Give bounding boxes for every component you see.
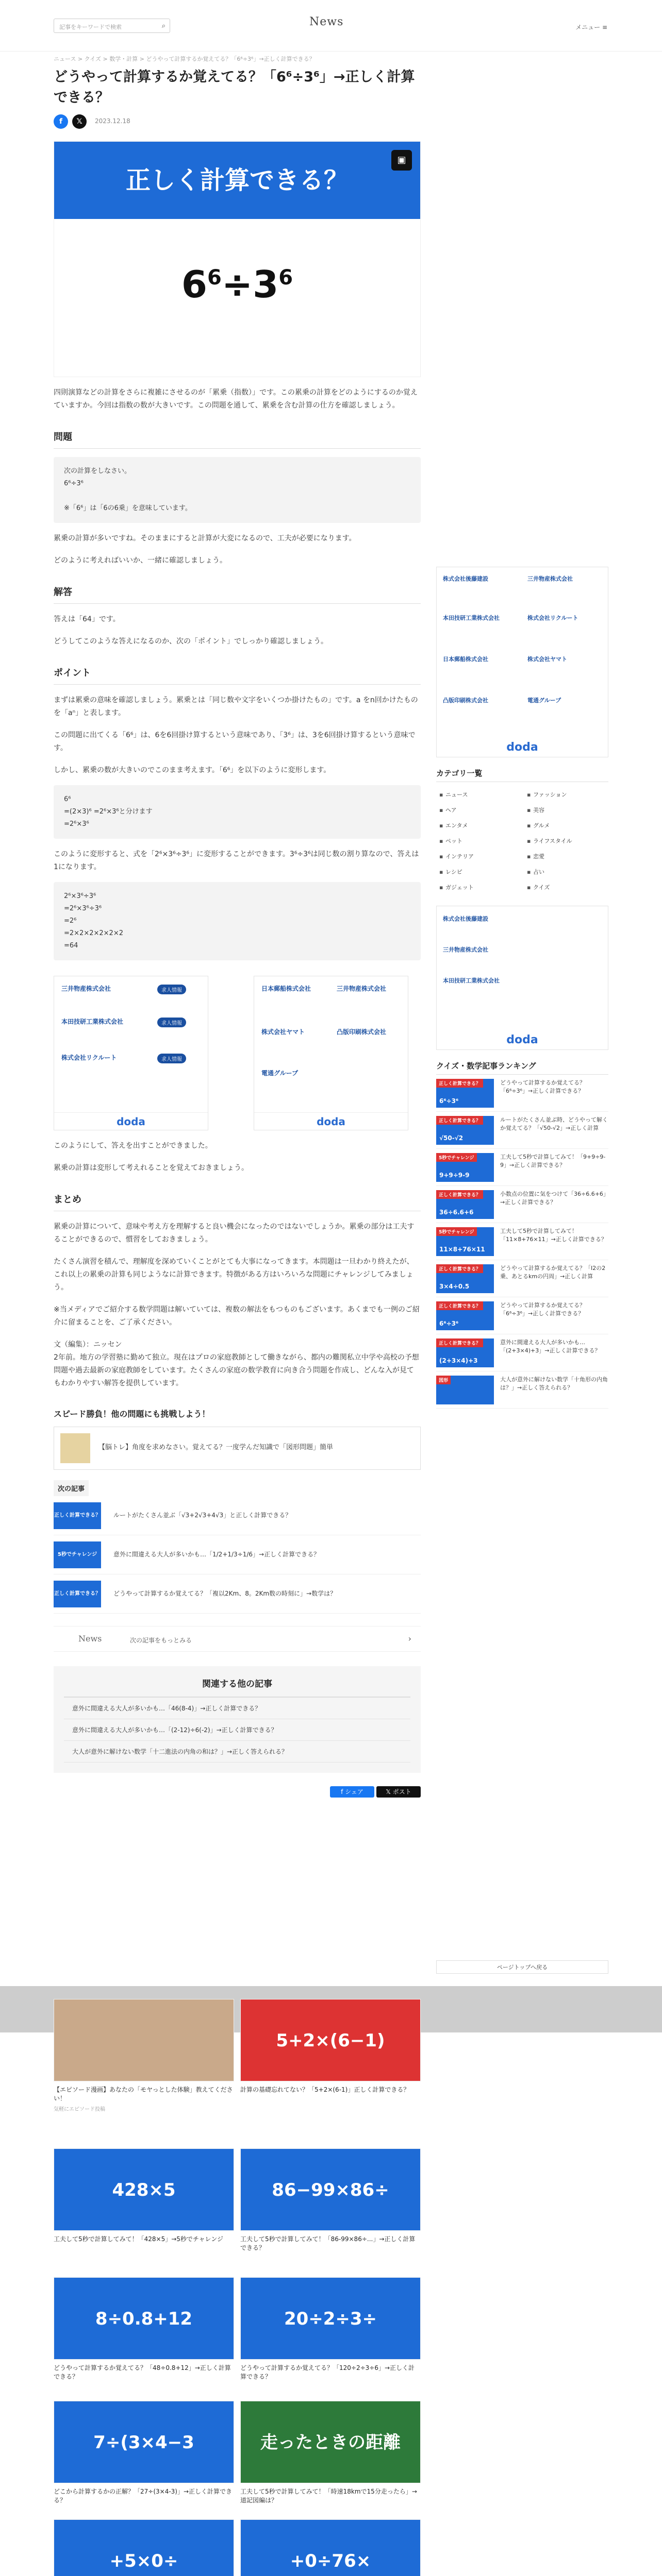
feed-thumbnail: 428×5 [54, 2148, 234, 2231]
category-icon: ▪ [527, 822, 531, 829]
ranking-item[interactable] [436, 1260, 608, 1297]
ranking-title: どうやって計算するか覚えてる？「6⁶÷3⁶」→正しく計算できる？ [500, 1079, 585, 1094]
related-heading: 関連する他の記事 [64, 1676, 410, 1698]
problem-heading: 問題 [54, 430, 421, 449]
feed-caption: 工夫して5秒で計算してみて！「86-99×86÷...」→正しく計算できる？ [240, 2235, 416, 2251]
article [54, 52, 421, 1798]
menu-button[interactable]: メニュー ≡ [575, 24, 607, 31]
ranking-item[interactable] [436, 1112, 608, 1149]
answer-text: 答えは「64」です。 [54, 615, 120, 623]
gallery-icon[interactable]: ▣ [391, 150, 412, 171]
category-icon: ▪ [439, 791, 443, 798]
list-item[interactable]: 意外に間違える大人が多いかも…「46(8-4)」→正しく計算できる？ [64, 1698, 410, 1719]
job-ad[interactable]: 日本郵船株式会社 三井物産株式会社 株式会社ヤマト 凸版印刷株式会社 電通グループ doda [254, 976, 408, 1130]
paragraph: 累乗の計算について、意味や考え方を理解すると良い機会になったのではないでしょうか。累乗の部分は工夫することができるので、慣習をしておきましょう。 [54, 1223, 415, 1244]
summary-heading: まとめ [54, 1192, 421, 1211]
spot-title: スピード勝負！他の問題にも挑戦しよう！ [54, 1409, 210, 1419]
feed-thumbnail: +0÷76× [240, 2519, 421, 2576]
paragraph: しかし、累乗の数が大きいのでこのまま考えます。「6⁶」を以下のように変形します。 [54, 766, 331, 774]
sidebar-job-ad[interactable]: 株式会社後藤建設 三井物産株式会社 本田技研工業株式会社 doda [436, 906, 608, 1050]
category-icon: ▪ [527, 869, 531, 875]
category-item[interactable]: ▪ ライフスタイル [527, 838, 572, 844]
site-logo[interactable]: News [309, 15, 344, 28]
spot-item[interactable]: 【脳トレ】角度を求めなさい。覚えてる？一度学んだ知識で「図形問題」簡単 [54, 1427, 421, 1470]
ranking-title: ルートがたくさん並ぶ時、どうやって解くか覚えてる？「√50-√2」→正しく計算 [500, 1116, 608, 1131]
feed-thumbnail: 86−99×86÷ [240, 2148, 421, 2231]
ranking-title: どうやって計算するか覚えてる？「6⁶÷3⁶」→正しく計算できる？ [500, 1302, 585, 1317]
ranking-title: 小数点の位置に気をつけて「36÷6.6+6」→正しく計算できる？ [500, 1191, 606, 1206]
category-icon: ▪ [527, 791, 531, 798]
feed-thumbnail: 5+2×(6−1) [240, 1999, 421, 2081]
list-item[interactable]: 意外に間違える大人が多いかも…「(2-12)÷6(-2)」→正しく計算できる？ [64, 1719, 410, 1741]
ranking-thumbnail: 正しく計算できる？ 36÷6.6+6 [436, 1190, 494, 1219]
ranking-title: 意外に間違える大人が多いかも…「(2+3×4)+3」→正しく計算できる？ [500, 1339, 601, 1354]
ranking-thumbnail: 正しく計算できる？ 6⁶÷3⁶ [436, 1079, 494, 1108]
ranking-thumbnail: 5秒でチャレンジ 11×8+76×11 [436, 1227, 494, 1256]
category-icon: ▪ [527, 838, 531, 844]
paragraph: どのように考えればいいか、一緒に確認しましょう。 [54, 556, 227, 565]
list-item[interactable]: 正しく計算できる？ どうやって計算するか覚えてる？「複以2Km、8。2Km数の時刻に」→数学は？ [54, 1574, 421, 1614]
ranking-title: どうやって計算するか覚えてる？「Ⅰ2の2乗、あとるkmの円周」→正しく計算 [500, 1265, 606, 1280]
hero-equation: $6^6\div 3^6$ [181, 263, 293, 306]
sidebar [436, 52, 608, 1409]
site-header [0, 0, 662, 52]
ranking-item[interactable] [436, 1149, 608, 1186]
paragraph: このようにして、答えを出すことができました。 [54, 1142, 212, 1150]
feed-caption: 工夫して5秒で計算してみて！「時速18kmで15分走ったら」→道記図編は？ [240, 2488, 417, 2504]
ranking-thumbnail: 図形 [436, 1376, 494, 1404]
category-item[interactable]: ▪ グルメ [527, 822, 550, 829]
category-icon: ▪ [527, 807, 531, 814]
search-icon[interactable]: ⌕ [161, 22, 166, 30]
category-item[interactable]: ▪ ファッション [527, 791, 567, 798]
feed-caption: どこから計算するかの正解？「27÷(3×4-3)」→正しく計算できる？ [54, 2488, 233, 2504]
ranking-thumbnail: 5秒でチャレンジ 9+9÷9-9 [436, 1153, 494, 1182]
category-icon: ▪ [439, 822, 443, 829]
feed-caption: どうやって計算するか覚えてる？「48÷0.8+12」→正しく計算できる？ [54, 2364, 231, 2380]
menu-label: メニュー [575, 24, 601, 31]
category-item[interactable]: ▪ ペット [439, 838, 462, 844]
ranking-heading: クイズ・数学記事ランキング [436, 1060, 608, 1075]
ranking-title: 大人が意外に解けない数学「十角形の内角は？」→正しく答えられる？ [500, 1376, 608, 1391]
ranking-thumbnail: 正しく計算できる？ 6⁶÷3⁶ [436, 1301, 494, 1330]
category-list [436, 787, 608, 895]
category-item[interactable]: ▪ レシピ [439, 869, 462, 875]
category-item[interactable]: ▪ 占い [527, 869, 544, 875]
problem-box: 次の計算をしなさい。 6⁶÷3⁶ ※「6⁶」は「6の6乗」を意味しています。 [54, 457, 421, 523]
feed-caption: 【エピソード漫画】あなたの「モヤっとした体験」教えてください！ [54, 2086, 233, 2102]
paragraph: どうしてこのような答えになるのか、次の「ポイント」でしっかり確認しましょう。 [54, 637, 328, 646]
feed-caption: 計算の基礎忘れてない？「5+2×(6-1)」正しく計算できる？ [240, 2086, 410, 2093]
feed-thumbnail: +5×0÷ [54, 2519, 234, 2576]
ranking-item[interactable] [436, 1334, 608, 1371]
paragraph: このように変形すると、式を「2⁶×3⁶÷3⁶」に変形することができます。3⁶÷3⁶は同じ数の割り算なので、答えは1になります。 [54, 850, 419, 871]
paragraph: 累乗の計算が多いですね。そのままにすると計算が大変になるので、工夫が必要になります。 [54, 534, 356, 543]
facebook-share-icon[interactable]: f [54, 114, 68, 129]
category-item[interactable]: ▪ 恋愛 [527, 853, 544, 860]
ranking-list [436, 1075, 608, 1409]
category-item[interactable]: ▪ ガジェット [439, 884, 474, 891]
ranking-thumbnail: 正しく計算できる？ √50-√2 [436, 1116, 494, 1145]
breadcrumb[interactable]: ニュース > クイズ > 数学・計算 > どうやって計算するか覚えてる？「6⁶÷3⁶」→正しく計算できる？ [54, 56, 315, 62]
category-icon: ▪ [439, 807, 443, 814]
doda-logo: doda [254, 1112, 408, 1130]
feed-thumbnail: 20÷2÷3÷ [240, 2277, 421, 2360]
list-item[interactable]: 5秒でチャレンジ 意外に間違える大人が多いかも…「1/2+1/3÷1/6」→正しく計算できる？ [54, 1535, 421, 1574]
feed-thumbnail: 8÷0.8+12 [54, 2277, 234, 2360]
back-to-top-button[interactable]: ページトップへ戻る [436, 1960, 608, 1974]
category-heading: カテゴリ一覧 [436, 768, 608, 782]
ranking-item[interactable] [436, 1371, 608, 1409]
paragraph: まずは累乗の意味を確認しましょう。累乗とは「同じ数や文字をいくつか掛けたもの」です。a をn回かけたものを「aⁿ」と表します。 [54, 696, 418, 717]
ranking-title: 工夫して5秒で計算してみて！「11×8+76×11」→正しく計算できる？ [500, 1228, 607, 1243]
category-icon: ▪ [439, 884, 443, 891]
category-icon: ▪ [527, 853, 531, 860]
page-title: どうやって計算するか覚えてる？「6⁶÷3⁶」→正しく計算できる？ [54, 69, 415, 106]
next-heading: 次の記事 [54, 1480, 89, 1496]
category-icon: ▪ [439, 869, 443, 875]
answer-heading: 解答 [54, 585, 421, 604]
formula-box: 2⁶×3⁶÷3⁶ =2⁶×3⁶÷3⁶ =2⁶ =2×2×2×2×2×2 =64 [54, 882, 421, 960]
ranking-thumbnail: 正しく計算できる？ (2+3×4)+3 [436, 1338, 494, 1367]
hero-banner-text: 正しく計算できる？ [54, 142, 420, 219]
category-item[interactable]: ▪ ニュース [439, 791, 468, 798]
feed-thumbnail [54, 1999, 234, 2081]
paragraph: たくさん演習を積んで、理解度を深めていくことがとても大事になってきます。本問題は一旦わかり終えたが、これ以上の累乗の計算も同じようなに計算できます。特徴がある方はいろいろな問題にチャレンジしてみましょう。 [54, 1258, 414, 1292]
chevron-right-icon: › [408, 1634, 411, 1643]
job-ad[interactable]: 三井物産株式会社 求人情報 本田技研工業株式会社 求人情報 株式会社リクルート 求人情報 doda [54, 976, 208, 1130]
category-item[interactable]: ▪ 美容 [527, 807, 544, 814]
paragraph: 累乗の計算は変形して考えれることを覚えておきましょう。 [54, 1164, 249, 1172]
ranking-item[interactable] [436, 1223, 608, 1260]
category-item[interactable]: ▪ エンタメ [439, 822, 468, 829]
feed-subtitle: 気軽にエピソード投稿 [54, 2107, 105, 2112]
x-share-button[interactable]: 𝕏 ポスト [376, 1786, 421, 1798]
share-bar [54, 1786, 421, 1798]
category-icon: ▪ [439, 838, 443, 844]
x-share-icon[interactable]: 𝕏 [72, 114, 87, 129]
doda-logo: doda [54, 1112, 208, 1130]
feed-caption: 工夫して5秒で計算してみて！「428×5」→5秒でチャレンジ [54, 2235, 223, 2243]
article-meta [54, 114, 421, 130]
paragraph: この問題に出てくる「6⁶」は、6を6回掛け算するという意味であり、「3⁶」は、3を6回掛け算するという意味です。 [54, 731, 416, 752]
publish-date: 2023.12.18 [95, 117, 130, 125]
ranking-item[interactable] [436, 1075, 608, 1112]
ad-row [54, 976, 421, 1130]
feed-thumbnail: 走ったときの距離 [240, 2401, 421, 2483]
doda-logo: doda [506, 1033, 538, 1046]
ranking-item[interactable] [436, 1186, 608, 1223]
more-logo: News [78, 1634, 102, 1643]
category-item[interactable]: ▪ インテリア [439, 853, 474, 860]
paragraph: ※当メディアでご紹介する数学問題は解いていては、複数の解法をもつものもございます。あくまでも一例のご紹介に留まることを、ご了承ください。 [54, 1306, 420, 1327]
list-item[interactable]: 正しく計算できる？ ルートがたくさん並ぶ「√3+2√3+4√3」と正しく計算できる？ [54, 1496, 421, 1535]
doda-logo: doda [506, 741, 538, 754]
feed-caption: どうやって計算するか覚えてる？「120÷2÷3÷6」→正しく計算できる？ [240, 2364, 415, 2380]
category-icon: ▪ [527, 884, 531, 891]
search-input[interactable]: 記事をキーワードで検索 ⌕ [54, 19, 170, 33]
spot-thumbnail [60, 1433, 90, 1463]
author-note: 文（編集）：ニッセン 2年前。地方の学習塾に勤めて独立。現在はプロの家庭教師として働きながら、都内の難関私立中学や高校の予想問題や過去最新の家庭教師をしています。たくさんの家庭の数学教育に向き合う問題を作成し、どんな入が見てもわかりやすい解答を提供しています。 [54, 1341, 419, 1387]
ranking-thumbnail: 正しく計算できる？ 3×4÷0.5 [436, 1264, 494, 1293]
ranking-item[interactable] [436, 1297, 608, 1334]
related-quiz [54, 1408, 421, 1470]
sidebar-job-ad[interactable]: 株式会社後藤建設 三井物産株式会社 本田技研工業株式会社 株式会社リクルート 日本郵船株式会社 株式会社ヤマト 凸版印刷株式会社 電通グループ doda [436, 567, 608, 757]
formula-box: 6⁶ =(2×3)⁶ =2⁶×3⁶と分けます =2⁶×3⁶ [54, 785, 421, 839]
hero-image [54, 141, 421, 377]
more-articles-link[interactable]: News 次の記事をもっとみる › [54, 1626, 421, 1652]
feed-thumbnail: 7÷(3×4−3 [54, 2401, 234, 2483]
list-item[interactable]: 大人が意外に解けない数学「十二進法の内角の和は？」→正しく答えられる？ [64, 1741, 410, 1762]
category-item[interactable]: ▪ クイズ [527, 884, 550, 891]
category-icon: ▪ [439, 853, 443, 860]
related-articles [54, 1666, 421, 1773]
next-articles [54, 1480, 421, 1614]
ranking-title: 工夫して5秒で計算してみて！「9+9÷9-9」→正しく計算できる？ [500, 1154, 606, 1168]
facebook-share-button[interactable]: f シェア [330, 1786, 374, 1798]
category-item[interactable]: ▪ ヘア [439, 807, 457, 814]
intro-text: 四則演算などの計算をさらに複雑にさせるのが「累乗（指数）」です。この累乗の計算をどのようにするのか覚えていますか。今回は指数の数が大きいです。この問題を通して、累乗を含む計算の仕方を確認しましょう。 [54, 388, 418, 410]
point-heading: ポイント [54, 666, 421, 685]
